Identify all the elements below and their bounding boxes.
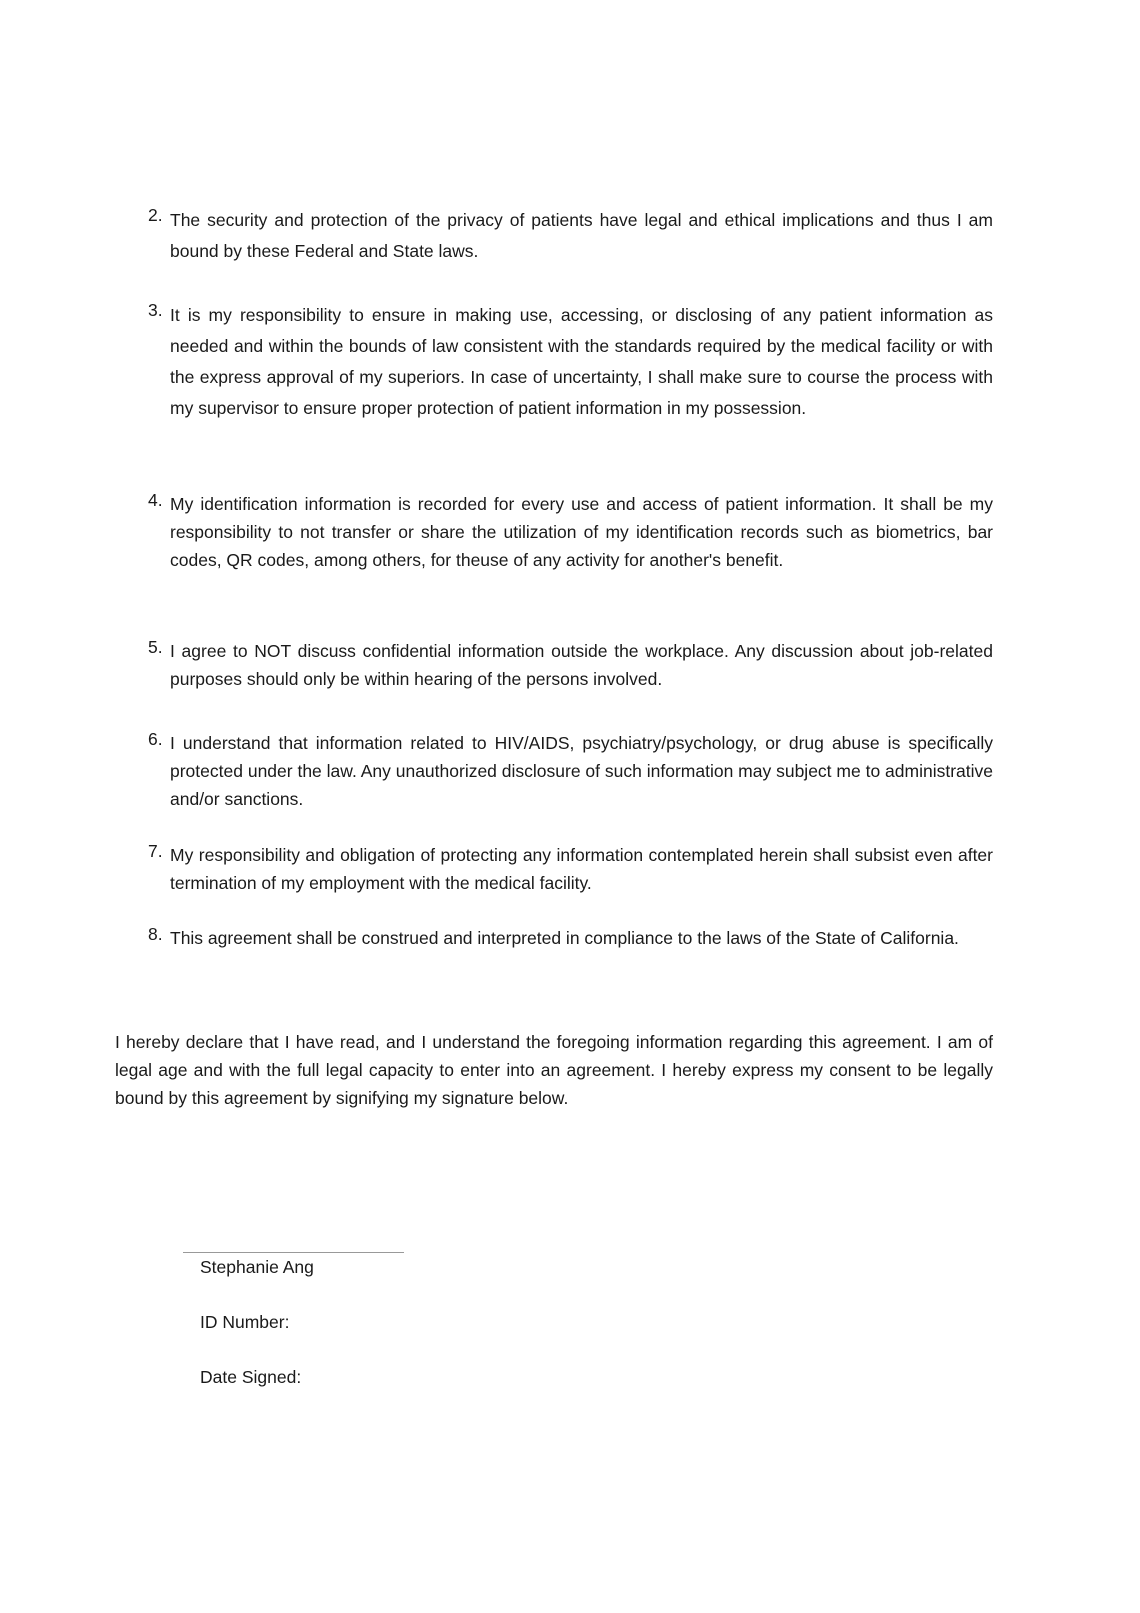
clause-number: 5. <box>148 637 163 657</box>
date-signed-label: Date Signed: <box>200 1367 302 1387</box>
clause-text: My identification information is recorded for every use and access of patient information. It shall be my responsibility to not transfer or share the utilization of my identification records such as biometrics, bar codes, QR codes, among others, for theuse of any activity for another's benefit. <box>170 494 993 570</box>
clause-7 <box>148 841 993 897</box>
clause-6 <box>148 729 993 813</box>
clause-2 <box>148 205 993 267</box>
clause-number: 3. <box>148 300 163 320</box>
signatory-name: Stephanie Ang <box>200 1257 314 1277</box>
declaration-paragraph: I hereby declare that I have read, and I understand the foregoing information regarding this agreement. I am of legal age and with the full legal capacity to enter into an agreement. I hereby express my consent to be legally bound by this agreement by signifying my signature below. <box>115 1032 993 1108</box>
clause-text: This agreement shall be construed and interpreted in compliance to the laws of the State of California. <box>170 928 959 948</box>
clause-5 <box>148 637 993 693</box>
id-number-label: ID Number: <box>200 1312 290 1332</box>
clause-text: It is my responsibility to ensure in making use, accessing, or disclosing of any patient information as needed and within the bounds of law consistent with the standards required by the medical facility or with the express approval of my superiors. In case of uncertainty, I shall make sure to course the process with my supervisor to ensure proper protection of patient information in my possession. <box>170 305 993 418</box>
clause-number: 6. <box>148 729 163 749</box>
clause-number: 8. <box>148 924 163 944</box>
clause-text: The security and protection of the privacy of patients have legal and ethical implications and thus I am bound by these Federal and State laws. <box>170 210 993 261</box>
clause-number: 2. <box>148 205 163 225</box>
clause-4 <box>148 490 993 574</box>
clause-3 <box>148 300 993 424</box>
clause-text: I agree to NOT discuss confidential information outside the workplace. Any discussion about job-related purposes should only be within hearing of the persons involved. <box>170 641 993 689</box>
clause-8 <box>148 924 993 952</box>
clause-text: I understand that information related to HIV/AIDS, psychiatry/psychology, or drug abuse is specifically protected under the law. Any unauthorized disclosure of such information may subject me to administrative and/or sanctions. <box>170 733 993 809</box>
signature-line <box>183 1252 404 1253</box>
clause-text: My responsibility and obligation of protecting any information contemplated herein shall subsist even after termination of my employment with the medical facility. <box>170 845 993 893</box>
clause-number: 7. <box>148 841 163 861</box>
clause-number: 4. <box>148 490 163 510</box>
